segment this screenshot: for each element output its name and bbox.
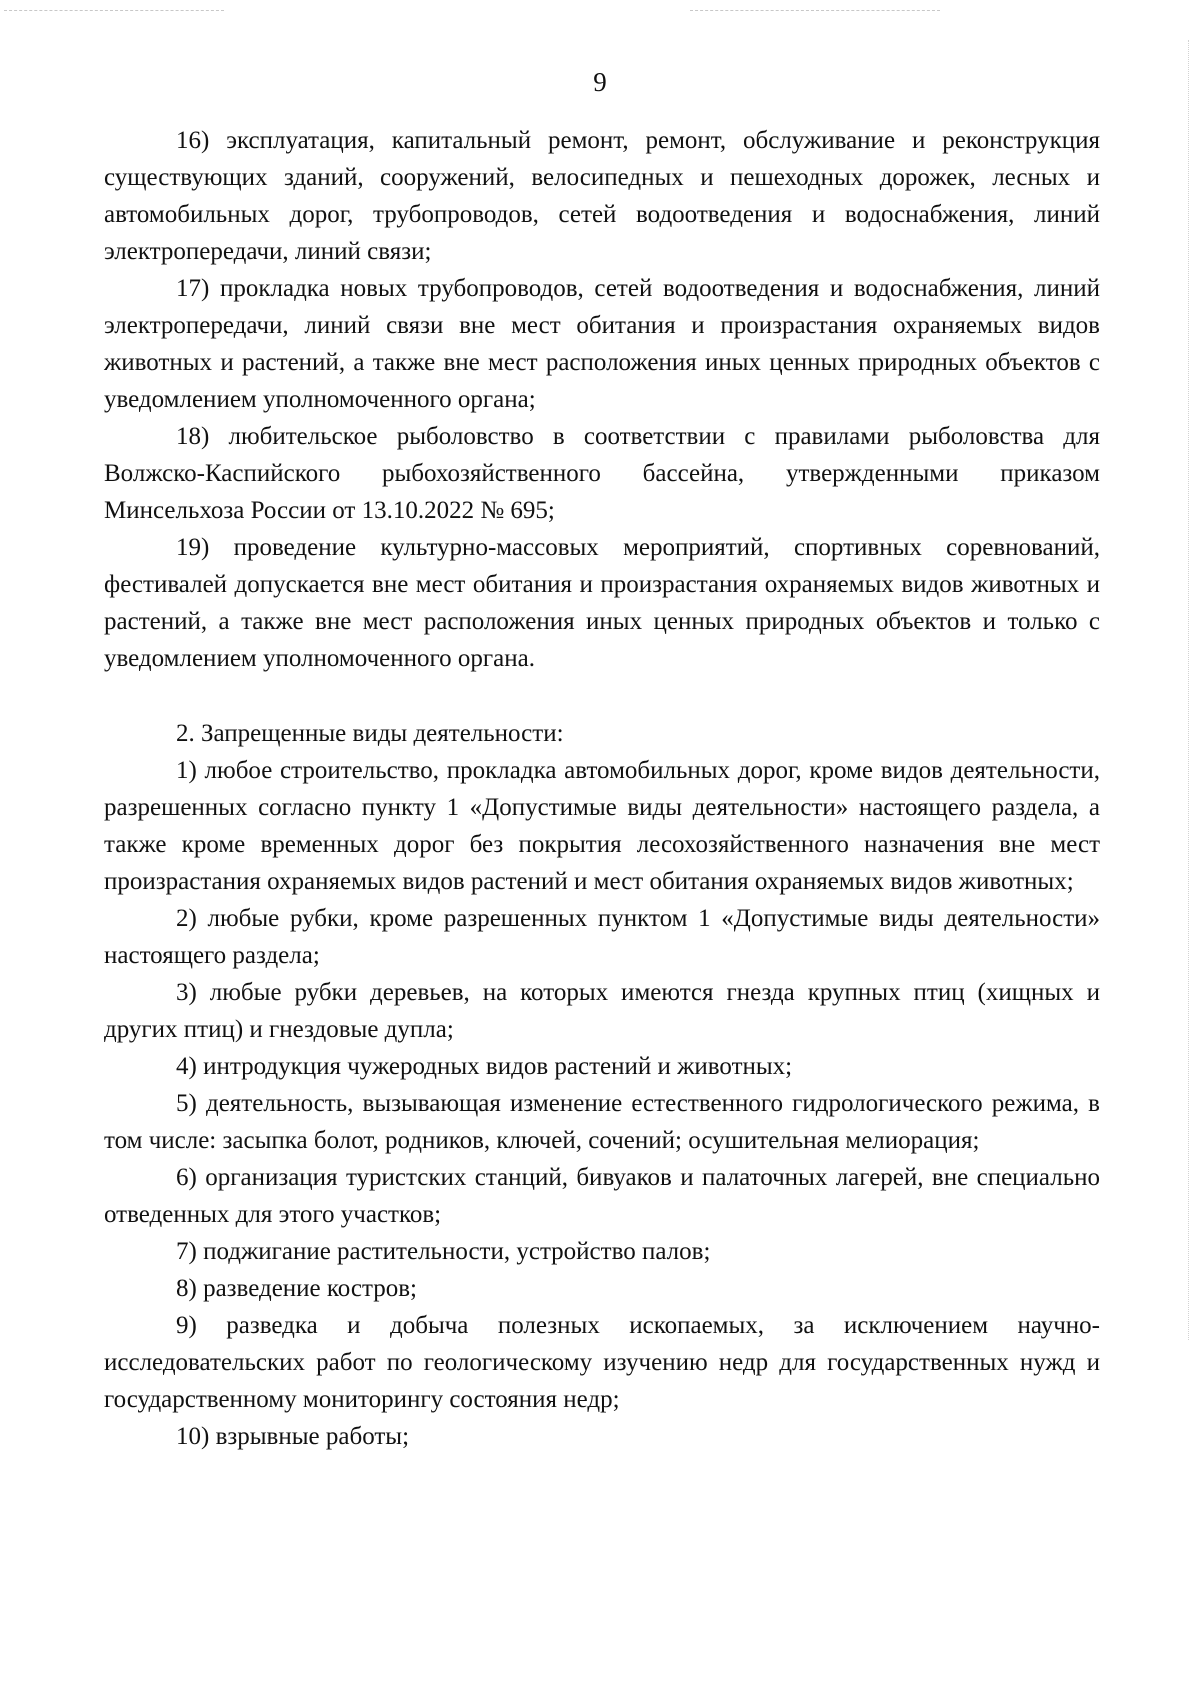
scan-artifact-right <box>1188 40 1192 1340</box>
paragraph-item-18: 18) любительское рыболовство в соответствии с правилами рыболовства для Волжско-Каспийского рыбохозяйственного бассейна, утвержденными приказом Минсельхоза России от 13.10.2022 № 695; <box>104 423 1100 524</box>
paragraph-item-17: 17) прокладка новых трубопроводов, сетей водоотведения и водоснабжения, линий электропередачи, линий связи вне мест обитания и произрастания охраняемых видов животных и растений, а также вне мест расположения иных ценных природных объектов с уведомлением уполномоченного органа; <box>104 275 1100 413</box>
section-spacer <box>104 677 1100 715</box>
page-number: 9 <box>593 67 607 97</box>
prohibited-item-3: 3) любые рубки деревьев, на которых имеются гнезда крупных птиц (хищных и других птиц) и гнездовые дупла; <box>104 979 1100 1043</box>
scan-dots-left <box>4 10 224 13</box>
prohibited-item-4: 4) интродукция чужеродных видов растений и животных; <box>176 1053 793 1080</box>
prohibited-item-6: 6) организация туристских станций, бивуаков и палаточных лагерей, вне специально отведенных для этого участков; <box>104 1164 1100 1228</box>
scan-dots-right <box>690 10 940 13</box>
paragraph-item-16: 16) эксплуатация, капитальный ремонт, ремонт, обслуживание и реконструкция существующих зданий, сооружений, велосипедных и пешеходных дорожек, лесных и автомобильных дорог, трубопроводов, сетей водоотведения и водоснабжения, линий электропередачи, линий связи; <box>104 127 1100 265</box>
paragraph-item-19: 19) проведение культурно-массовых мероприятий, спортивных соревнований, фестивалей допускается вне мест обитания и произрастания охраняемых видов животных и растений, а также вне мест расположения иных ценных природных объектов и только с уведомлением уполномоченного органа. <box>104 534 1100 672</box>
section-heading-prohibited: 2. Запрещенные виды деятельности: <box>176 720 564 747</box>
prohibited-item-2: 2) любые рубки, кроме разрешенных пунктом 1 «Допустимые виды деятельности» настоящего раздела; <box>104 905 1100 969</box>
prohibited-item-5: 5) деятельность, вызывающая изменение естественного гидрологического режима, в том числе: засыпка болот, родников, ключей, сочений; осушительная мелиорация; <box>104 1090 1100 1154</box>
prohibited-item-9: 9) разведка и добыча полезных ископаемых, за исключением научно-исследовательских работ по геологическому изучению недр для государственных нужд и государственному мониторингу состояния недр; <box>104 1312 1100 1413</box>
prohibited-item-10: 10) взрывные работы; <box>176 1423 410 1450</box>
prohibited-item-8: 8) разведение костров; <box>176 1275 417 1302</box>
prohibited-item-7: 7) поджигание растительности, устройство палов; <box>176 1238 711 1265</box>
scan-artifact-top <box>0 0 1200 20</box>
prohibited-item-1: 1) любое строительство, прокладка автомобильных дорог, кроме видов деятельности, разрешенных согласно пункту 1 «Допустимые виды деятельности» настоящего раздела, а также кроме временных дорог без покрытия лесохозяйственного назначения вне мест произрастания охраняемых видов растений и мест обитания охраняемых видов животных; <box>104 757 1100 895</box>
document-body <box>104 122 1100 1455</box>
